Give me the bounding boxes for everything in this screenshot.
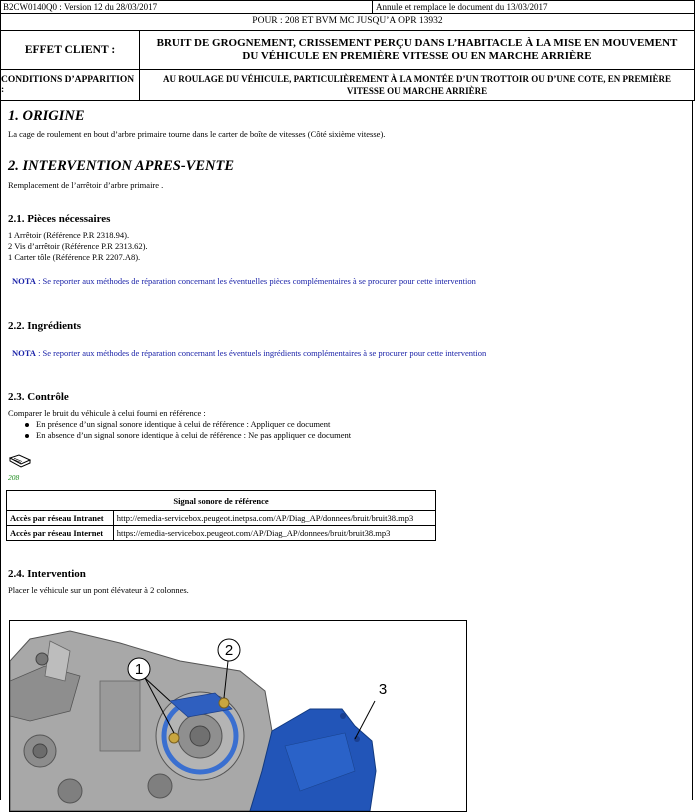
- intervention-sub-text: Placer le véhicule sur un pont élévateur à 2 colonnes.: [8, 585, 189, 595]
- piece-item: 1 Carter tôle (Référence P.R 2207.A8).: [8, 252, 141, 262]
- table-row: [7, 511, 436, 526]
- callout-1: 1: [134, 661, 144, 678]
- list-item: En présence d’un signal sonore identique à celui de référence : Appliquer ce document: [23, 419, 351, 430]
- access-url[interactable]: https://emedia-servicebox.peugeot.com/AP/Diag_AP/donnees/bruit/bruit38.mp3: [113, 526, 435, 541]
- section-origine-title: 1. ORIGINE: [8, 108, 85, 124]
- ingredients-title: 2.2. Ingrédients: [8, 320, 82, 332]
- applicability-row: POUR : 208 ET BVM MC JUSQU’A OPR 13932: [0, 13, 695, 31]
- book-label[interactable]: 208: [8, 473, 20, 482]
- access-label: Accès par réseau Intranet: [7, 511, 114, 526]
- gearbox-illustration: [10, 621, 466, 811]
- conditions-row: [0, 70, 695, 101]
- reference-table-header: Signal sonore de référence: [7, 491, 436, 511]
- document-replaces: Annule et remplace le document du 13/03/2017: [376, 2, 548, 12]
- nota-label: NOTA: [12, 276, 36, 286]
- nota-pieces-text: : Se reporter aux méthodes de réparation concernant les éventuelles pièces complémentaires à se procurer pour cette intervention: [35, 276, 476, 286]
- access-url[interactable]: http://emedia-servicebox.peugeot.inetpsa.com/AP/Diag_AP/donnees/bruit/bruit38.mp3: [113, 511, 435, 526]
- access-label: Accès par réseau Internet: [7, 526, 114, 541]
- section-intervention-title: 2. INTERVENTION APRES-VENTE: [8, 158, 235, 174]
- document-reference-bar: [0, 0, 695, 14]
- controle-text: Comparer le bruit du véhicule à celui fourni en référence :: [8, 408, 206, 418]
- nota-ingredients-text: : Se reporter aux méthodes de réparation concernant les éventuels ingrédients complémentaires à se procurer pour cette intervention: [35, 348, 487, 358]
- callout-3: 3: [378, 681, 388, 698]
- intervention-sub-title: 2.4. Intervention: [8, 568, 86, 580]
- nota-pieces: [12, 276, 476, 286]
- table-row: [7, 526, 436, 541]
- piece-item: 2 Vis d’arrêtoir (Référence P.R 2313.62).: [8, 241, 148, 251]
- origine-text: La cage de roulement en bout d’arbre primaire tourne dans le carter de boîte de vitesses (Côté sixième vitesse).: [8, 129, 386, 139]
- pieces-title: 2.1. Pièces nécessaires: [8, 213, 111, 225]
- reference-table: [6, 490, 436, 541]
- effet-client-value: BRUIT DE GROGNEMENT, CRISSEMENT PERÇU DANS L’HABITACLE À LA MISE EN MOUVEMENT DU VÉHICULE EN PREMIÈRE VITESSE OU EN MARCHE ARRIÈRE: [156, 37, 678, 62]
- intervention-text: Remplacement de l’arrêtoir d’arbre primaire .: [8, 180, 164, 190]
- callout-2: 2: [224, 642, 234, 659]
- conditions-label: CONDITIONS D’APPARITION :: [1, 70, 140, 100]
- nota-label: NOTA: [12, 348, 36, 358]
- pieces-list: [8, 230, 148, 263]
- conditions-value: AU ROULAGE DU VÉHICULE, PARTICULIÈREMENT À LA MONTÉE D’UN TROTTOIR OU D’UNE COTE, EN PREMIÈRE VITESSE OU MARCHE ARRIÈRE: [163, 74, 671, 96]
- book-icon[interactable]: [9, 453, 31, 469]
- document-body: [0, 101, 693, 800]
- piece-item: 1 Arrêtoir (Référence P.R 2318.94).: [8, 230, 130, 240]
- document-version: B2CW0140Q0 : Version 12 du 28/03/2017: [1, 1, 373, 13]
- gearbox-figure: [9, 620, 467, 812]
- effet-client-label: EFFET CLIENT :: [1, 31, 140, 69]
- nota-ingredients: [12, 348, 486, 358]
- list-item: En absence d’un signal sonore identique à celui de référence : Ne pas appliquer ce document: [23, 430, 351, 441]
- effet-client-row: [0, 31, 695, 70]
- controle-title: 2.3. Contrôle: [8, 391, 69, 403]
- controle-list: [23, 419, 351, 441]
